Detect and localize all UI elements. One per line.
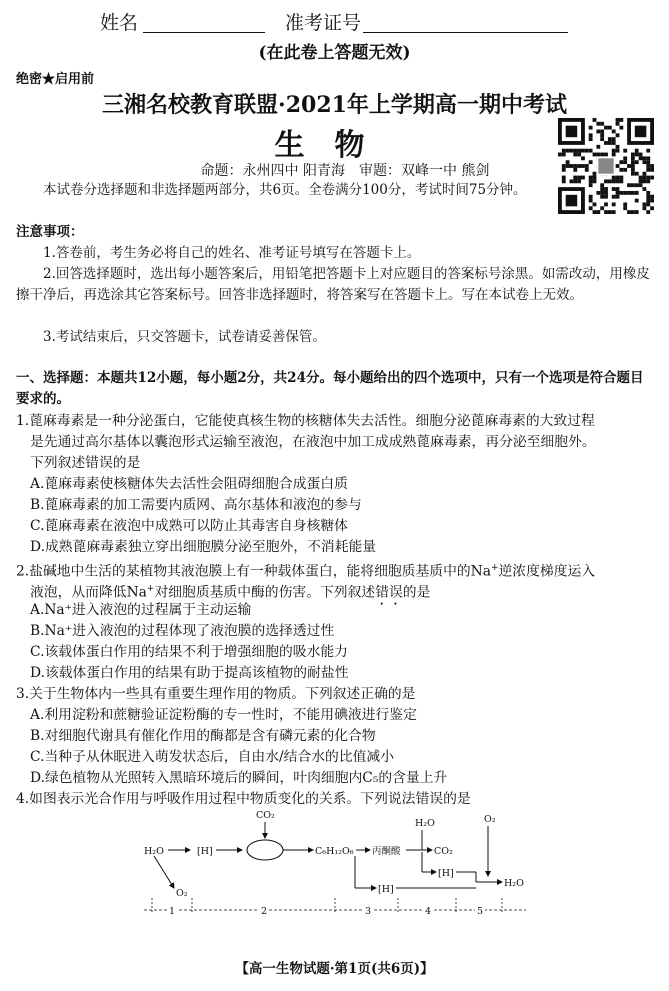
q2-option-b: B.Na⁺进入液泡的过程体现了液泡膜的选择透过性 <box>30 623 335 639</box>
label-h-2: [H] <box>438 868 454 879</box>
notice-item-2: 2.回答选择题时，选出每小题答案后，用铅笔把答题卡上对应题目的答案标号涂黑。如需改动，用橡皮擦干净后，再选涂其它答案标号。回答非选择题时，将答案写在答题卡上。写在本试卷上无效。 <box>16 266 650 303</box>
q1-stem-line-2: 是先通过高尔基体以囊泡形式运输至液泡，在液泡中加工成成熟蓖麻毒素，再分泌至细胞外。 <box>30 434 596 450</box>
q2-stem-line-2: 液泡，从而降低Na+对细胞质基质中酶的伤害。下列叙述错误的是 <box>30 584 431 601</box>
notice-title: 注意事项： <box>16 224 84 240</box>
stage-label-3: 3 <box>365 906 372 917</box>
q3-option-a: A.利用淀粉和蔗糖验证淀粉酶的专一性时，不能用碘液进行鉴定 <box>30 707 417 723</box>
q2-option-a: A.Na⁺进入液泡的过程属于主动运输 <box>30 602 252 618</box>
q1-stem-line-3: 下列叙述错误的是 <box>30 455 141 471</box>
label-h-3: [H] <box>378 884 394 895</box>
exam-id-label: 准考证号 <box>285 12 362 34</box>
q1-stem-line-1: 1.蓖麻毒素是一种分泌蛋白，它能使真核生物的核糖体失去活性。细胞分泌蓖麻毒素的大致过程 <box>16 413 595 429</box>
qr-code-icon <box>558 118 654 214</box>
q3-option-d: D.绿色植物从光照转入黑暗环境后的瞬间，叶肉细胞内C₅的含量上升 <box>30 770 448 786</box>
calvin-cycle-ellipse <box>247 840 283 860</box>
q1-option-d: D.成熟蓖麻毒素独立穿出细胞膜分泌至胞外，不消耗能量 <box>30 539 377 555</box>
subject-title: 生物 <box>274 128 395 163</box>
stage-label-4: 4 <box>425 906 432 917</box>
stage-label-5: 5 <box>477 906 484 917</box>
stage-label-1: 1 <box>169 906 176 917</box>
q1-option-c: C.蓖麻毒素在液泡中成熟可以防止其毒害自身核糖体 <box>30 518 348 534</box>
authors-line: 命题：永州四中 阳青海 审题：双峰一中 熊剑 <box>200 163 490 179</box>
label-h2o-left: H₂O <box>144 846 164 857</box>
candidate-info-line <box>0 6 669 34</box>
exam-title: 三湘名校教育联盟·2021年上学期高一期中考试 <box>102 92 567 118</box>
answer-note: (在此卷上答题无效) <box>258 43 411 63</box>
label-co2-mid: CO₂ <box>434 846 453 857</box>
name-blank <box>143 32 265 33</box>
label-o2-right: O₂ <box>484 814 496 825</box>
intro-text: 本试卷分选择题和非选择题两部分，共6页。全卷满分100分，考试时间75分钟。 <box>43 182 527 198</box>
label-glucose: C₆H₁₂O₆ <box>315 846 354 857</box>
notice-item-1: 1.答卷前，考生务必将自己的姓名、准考证号填写在答题卡上。 <box>43 245 421 261</box>
label-pyruvate: 丙酮酸 <box>372 846 401 857</box>
q3-stem: 3.关于生物体内一些具有重要生理作用的物质。下列叙述正确的是 <box>16 686 416 702</box>
q2-option-c: C.该载体蛋白作用的结果不利于增强细胞的吸水能力 <box>30 644 348 660</box>
q3-option-b: B.对细胞代谢具有催化作用的酶都是含有磷元素的化合物 <box>30 728 376 744</box>
label-co2-top: CO₂ <box>256 810 275 821</box>
q1-option-a: A.蓖麻毒素使核糖体失去活性会阻碍细胞合成蛋白质 <box>30 476 348 492</box>
label-h2o-right: H₂O <box>504 878 524 889</box>
label-o2-left: O₂ <box>176 888 188 899</box>
metabolism-diagram <box>130 810 550 920</box>
secret-label: 绝密★启用前 <box>16 72 95 87</box>
q4-stem: 4.如图表示光合作用与呼吸作用过程中物质变化的关系。下列说法错误的是 <box>16 791 471 807</box>
exam-id-blank <box>363 32 568 33</box>
q1-option-b: B.蓖麻毒素的加工需要内质网、高尔基体和液泡的参与 <box>30 497 362 513</box>
q3-option-c: C.当种子从休眠进入萌发状态后，自由水/结合水的比值减小 <box>30 749 395 765</box>
page-footer: 【高一生物试题·第1页(共6页)】 <box>235 961 434 977</box>
q2-option-d: D.该载体蛋白作用的结果有助于提高该植物的耐盐性 <box>30 665 349 681</box>
label-h-1: [H] <box>197 846 213 857</box>
section-1-title: 一、选择题：本题共12小题，每小题2分，共24分。每小题给出的四个选项中，只有一个选项是符合题目要求的。 <box>16 370 644 407</box>
q2-stem-line-1: 2.盐碱地中生活的某植物其液泡膜上有一种载体蛋白，能将细胞质基质中的Na+逆浓度梯度运入 <box>16 563 596 580</box>
stage-label-2: 2 <box>261 906 268 917</box>
notice-item-3: 3.考试结束后，只交答题卡，试卷请妥善保管。 <box>43 329 326 345</box>
name-label: 姓名 <box>100 12 139 34</box>
label-h2o-mid: H₂O <box>415 818 435 829</box>
